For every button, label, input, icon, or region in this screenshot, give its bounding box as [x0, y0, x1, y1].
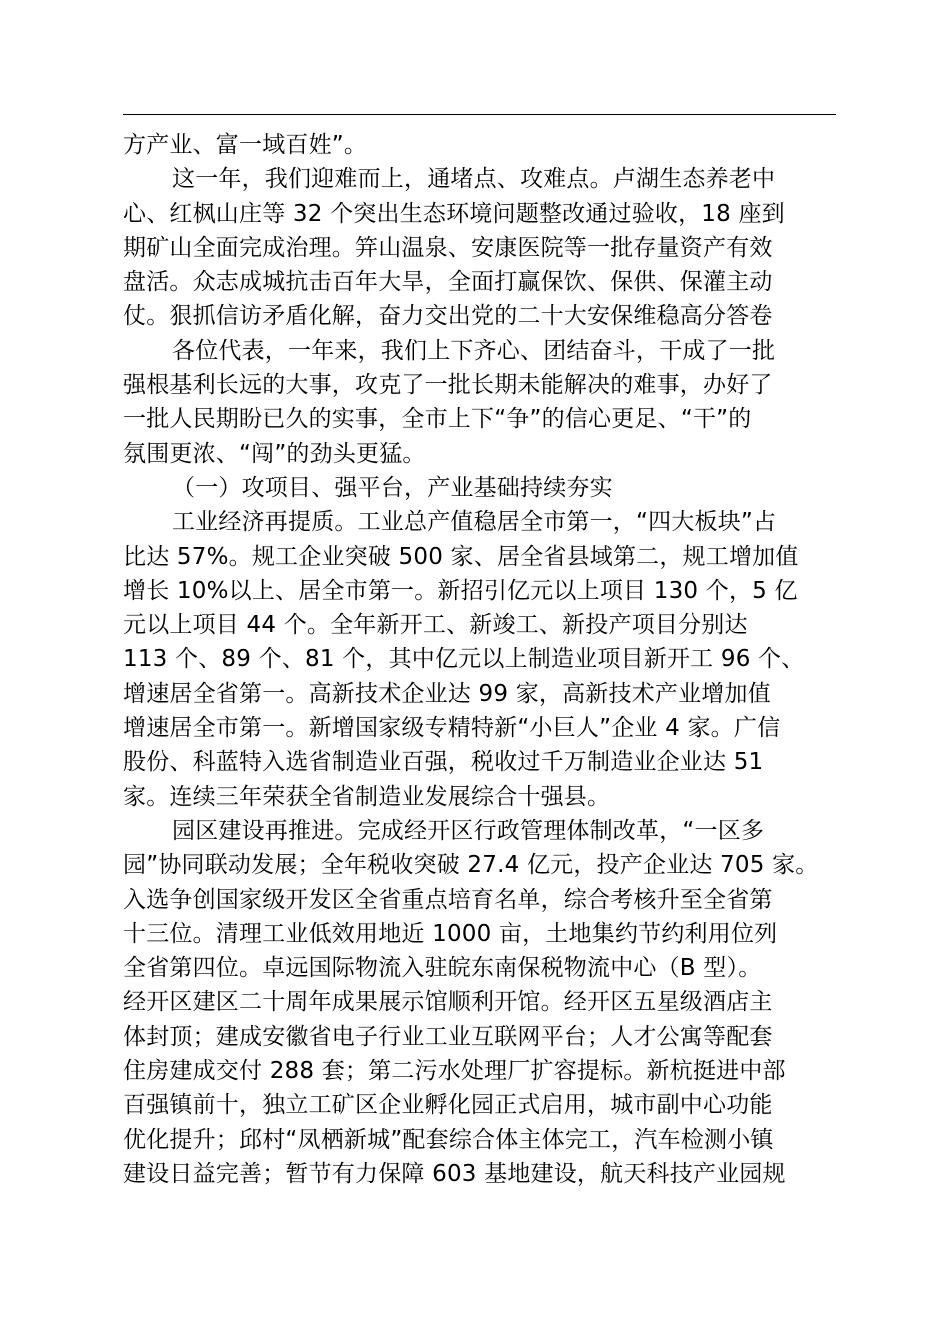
text-line: 全省第四位。卓远国际物流入驻皖东南保税物流中心（B 型）。	[123, 955, 762, 982]
text-line: 入选争创国家级开发区全省重点培育名单，综合考核升至全省第	[123, 886, 773, 913]
text-line: 增长 10%以上、居全市第一。新招引亿元以上项目 130 个，5 亿	[123, 577, 798, 604]
text-line: 优化提升；邱村“凤栖新城”配套综合体主体完工，汽车检测小镇	[123, 1126, 774, 1153]
body-text	[123, 128, 843, 1191]
paragraph-first-line: 这一年，我们迎难而上，通堵点、攻难点。卢湖生态养老中	[172, 166, 776, 193]
text-line: 家。连续三年荣获全省制造业发展综合十强县。	[123, 783, 611, 810]
text-line: 强根基利长远的大事，攻克了一批长期未能解决的难事，办好了	[123, 372, 773, 399]
text-line: 体封顶；建成安徽省电子行业工业互联网平台；人才公寓等配套	[123, 1023, 773, 1050]
text-line: 盘活。众志成城抗击百年大旱，全面打赢保饮、保供、保灌主动	[123, 269, 773, 296]
text-line: 期矿山全面完成治理。笄山温泉、安康医院等一批存量资产有效	[123, 234, 773, 261]
text-line: 股份、科蓝特入选省制造业百强，税收过千万制造业企业达 51	[123, 749, 764, 776]
paragraph-first-line: 工业经济再提质。工业总产值稳居全市第一，“四大板块”占	[172, 509, 777, 536]
text-line: 元以上项目 44 个。全年新开工、新竣工、新投产项目分别达	[123, 612, 748, 639]
text-line: 增速居全市第一。新增国家级专精特新“小巨人”企业 4 家。广信	[123, 715, 781, 742]
text-line: 百强镇前十，独立工矿区企业孵化园正式启用，城市副中心功能	[123, 1092, 773, 1119]
text-line: 十三位。清理工业低效用地近 1000 亩，土地集约节约利用位列	[123, 920, 778, 947]
text-line: 仗。狠抓信访矛盾化解，奋力交出党的二十大安保维稳高分答卷	[123, 303, 773, 330]
paragraph-first-line: 各位代表，一年来，我们上下齐心、团结奋斗，干成了一批	[172, 337, 776, 364]
paragraph-first-line: （一）攻项目、强平台，产业基础持续夯实	[172, 474, 613, 501]
text-line: 氛围更浓、“闯”的劲头更猛。	[123, 440, 426, 467]
text-line: 建设日益完善；暂节有力保障 603 基地建设，航天科技产业园规	[123, 1160, 786, 1187]
text-line: 113 个、89 个、81 个，其中亿元以上制造业项目新开工 96 个、	[123, 646, 805, 673]
text-line: 比达 57%。规工企业突破 500 家、居全省县域第二，规工增加值	[123, 543, 799, 570]
text-line: 心、红枫山庄等 32 个突出生态环境问题整改通过验收，18 座到	[123, 200, 785, 227]
text-line: 住房建成交付 288 套；第二污水处理厂扩容提标。新杭挺进中部	[123, 1058, 786, 1085]
text-line: 经开区建区二十周年成果展示馆顺利开馆。经开区五星级酒店主	[123, 989, 773, 1016]
text-line: 园”协同联动发展；全年税收突破 27.4 亿元，投产企业达 705 家。	[123, 852, 819, 879]
text-line: 方产业、富一域百姓”。	[123, 132, 368, 158]
paragraph-first-line: 园区建设再推进。完成经开区行政管理体制改革，“一区多	[172, 817, 765, 844]
text-line: 增速居全省第一。高新技术企业达 99 家，高新技术产业增加值	[123, 680, 771, 707]
header-rule	[123, 114, 836, 115]
text-line: 一批人民期盼已久的实事，全市上下“争”的信心更足、“干”的	[123, 406, 752, 433]
